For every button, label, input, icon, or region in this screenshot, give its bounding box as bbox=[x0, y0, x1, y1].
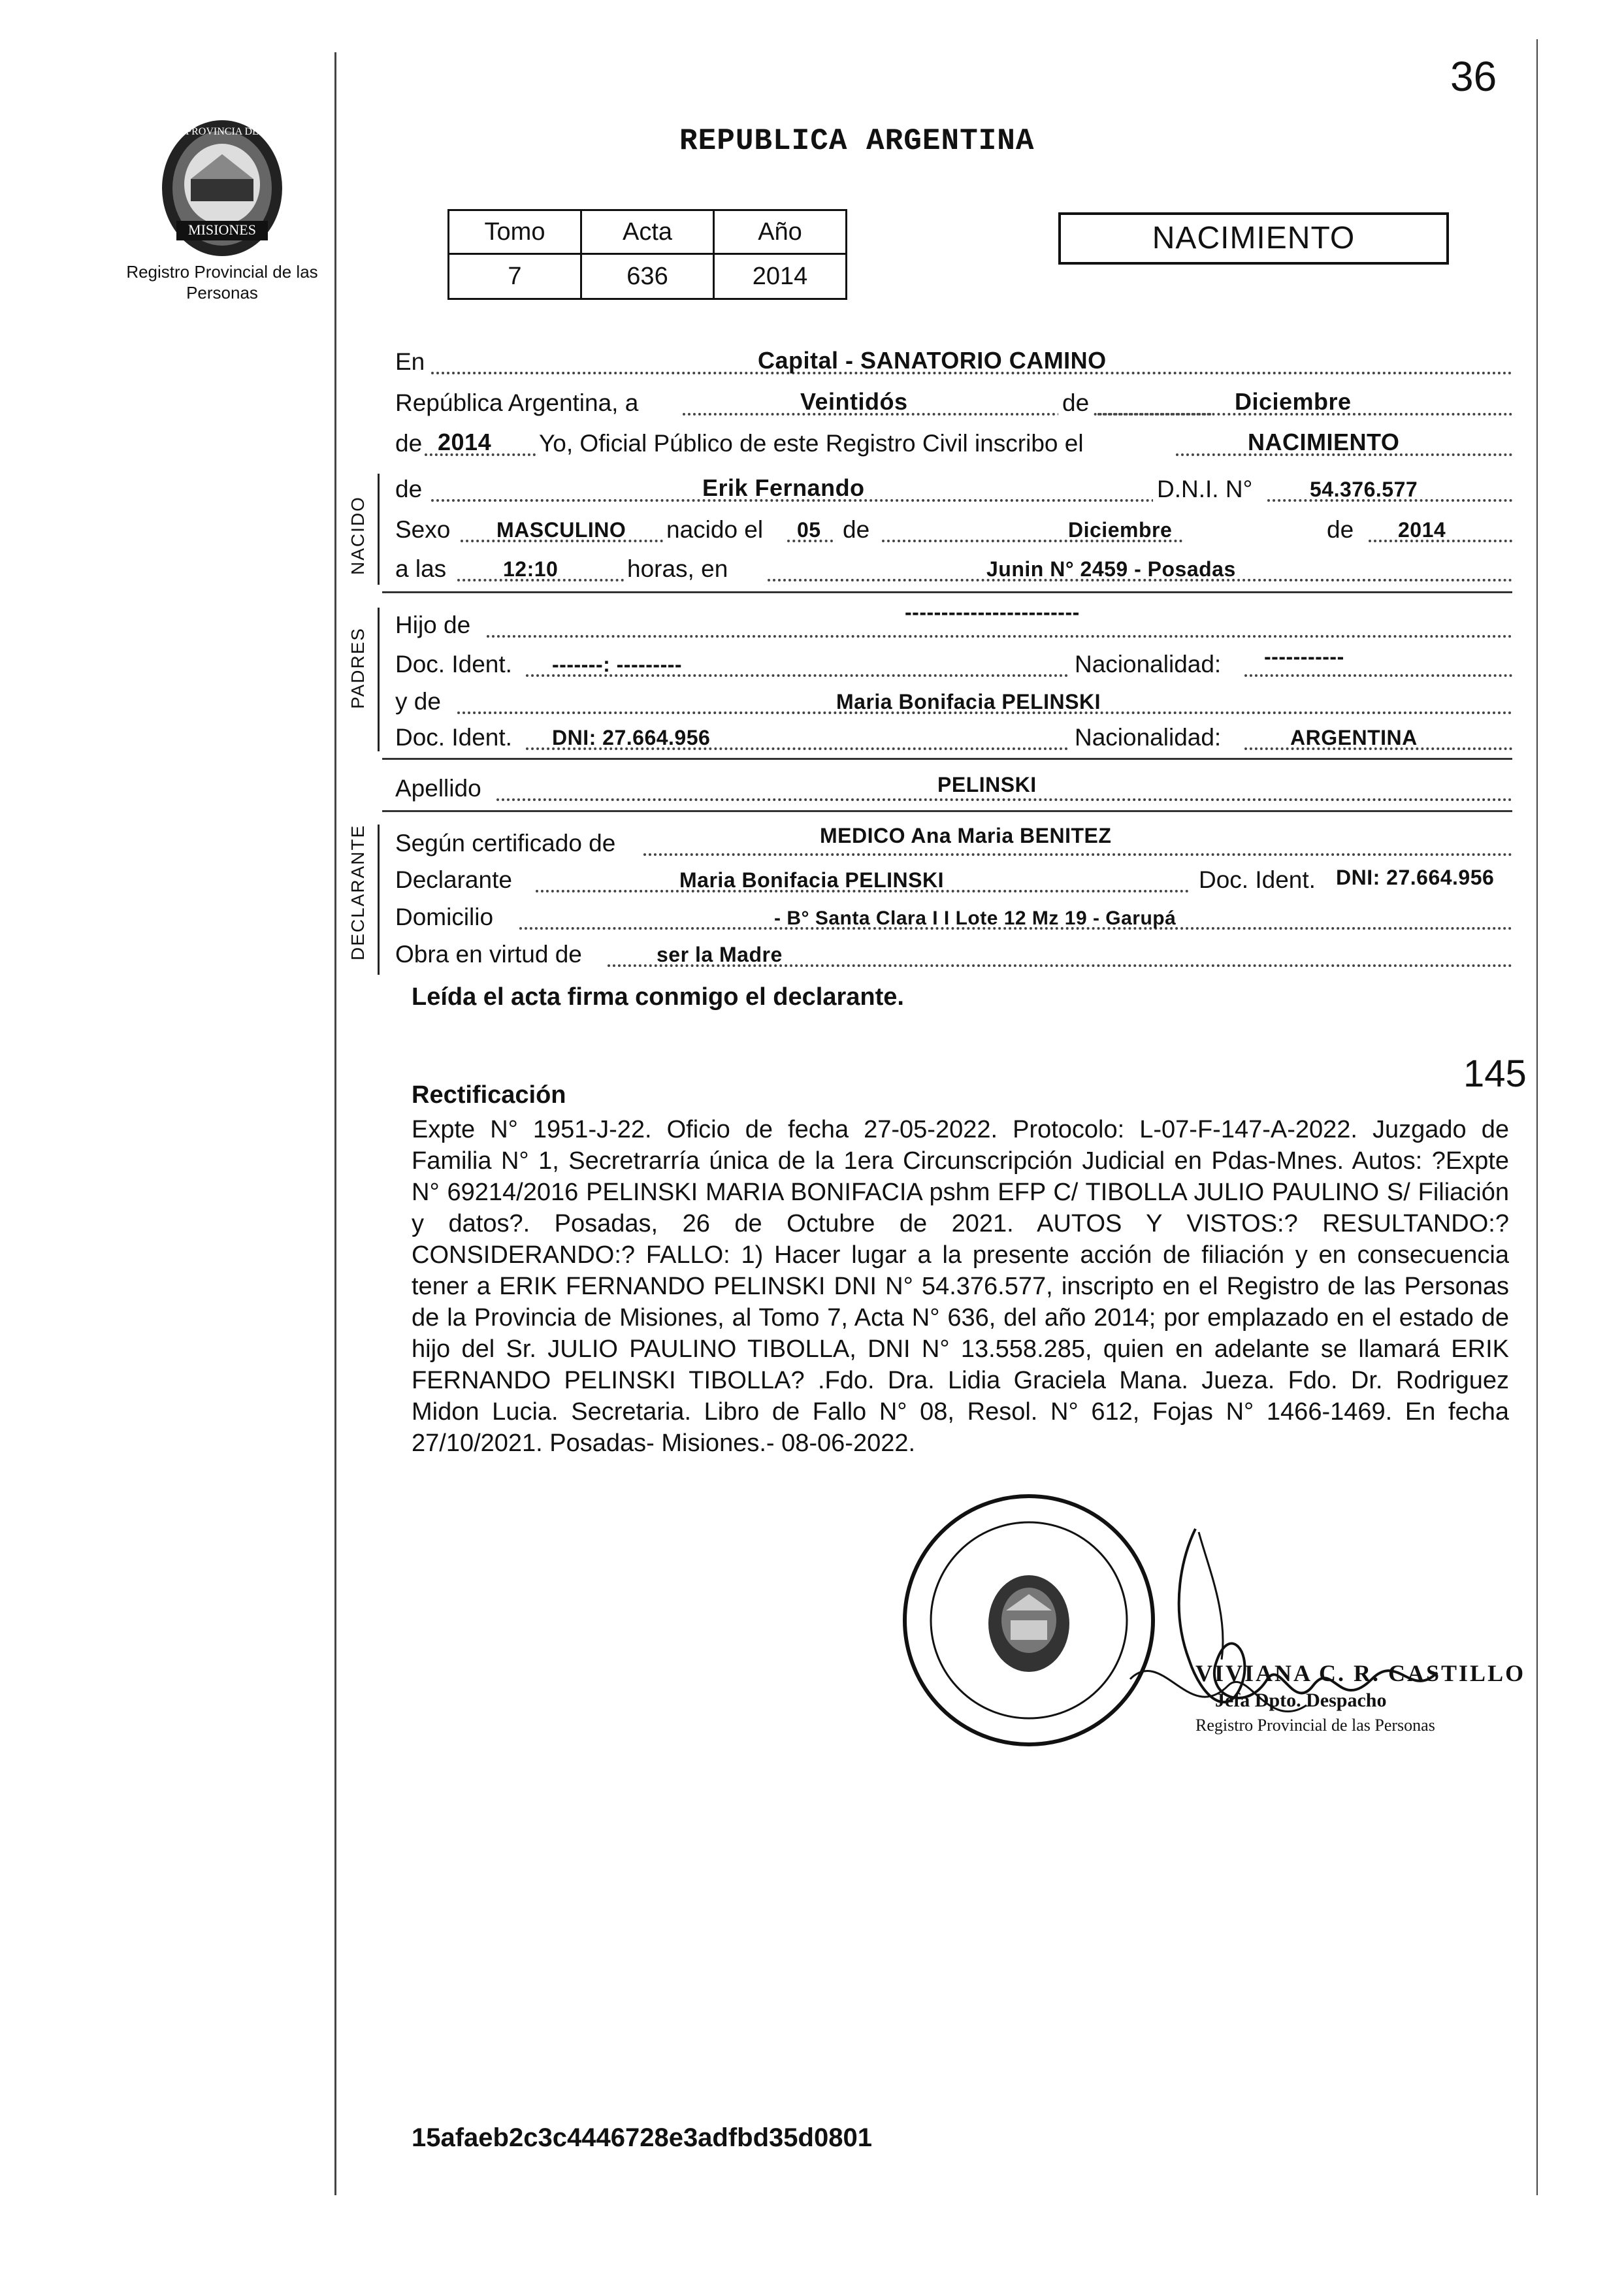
birth-month-value: Diciembre bbox=[1068, 518, 1173, 542]
anio-value: 2014 bbox=[714, 254, 847, 299]
dotted-line bbox=[496, 798, 1512, 801]
row-father-doc bbox=[395, 646, 1512, 683]
signatory-office: Registro Provincial de las Personas bbox=[1195, 1716, 1435, 1735]
day-value: Veintidós bbox=[800, 388, 908, 415]
republica-label: República Argentina, a bbox=[395, 389, 639, 416]
register-table bbox=[447, 209, 847, 300]
mother-value: Maria Bonifacia PELINSKI bbox=[836, 690, 1101, 713]
row-time bbox=[395, 550, 1512, 588]
row-place bbox=[395, 343, 1512, 381]
doc-label: Doc. Ident. bbox=[1199, 866, 1316, 893]
row-sex bbox=[395, 511, 1512, 549]
dni-value: 54.376.577 bbox=[1310, 478, 1418, 501]
mother-doc-value: DNI: 27.664.956 bbox=[552, 726, 711, 749]
country-title: REPUBLICA ARGENTINA bbox=[679, 124, 1035, 158]
address-value: - B° Santa Clara I I Lote 12 Mz 19 - Garupá bbox=[774, 907, 1177, 929]
de-label: de bbox=[843, 516, 870, 543]
doc-label: Doc. Ident. bbox=[395, 651, 512, 678]
document-hash: 15afaeb2c3c4446728e3adfbd35d0801 bbox=[412, 2123, 872, 2152]
tomo-header: Tomo bbox=[449, 210, 581, 254]
row-mother bbox=[395, 683, 1512, 721]
officer-text: Yo, Oficial Público de este Registro Civil inscribo el bbox=[539, 430, 1084, 457]
folio-number: 145 bbox=[1463, 1053, 1527, 1095]
declarante-bracket bbox=[378, 825, 380, 975]
province-crest-logo bbox=[150, 111, 294, 261]
father-doc-value: -------: --------- bbox=[552, 653, 683, 676]
apellido-label: Apellido bbox=[395, 775, 481, 802]
row-father bbox=[395, 600, 1512, 644]
dotted-line bbox=[643, 853, 1512, 856]
name-value: Erik Fernando bbox=[702, 474, 865, 501]
row-surname bbox=[395, 770, 1512, 808]
de-label: de bbox=[395, 430, 423, 457]
certificate-value: MEDICO Ana Maria BENITEZ bbox=[820, 824, 1112, 847]
row-capacity bbox=[395, 936, 1512, 973]
de-label: de bbox=[1323, 516, 1357, 544]
row-act bbox=[395, 425, 1512, 463]
handwritten-signature bbox=[1032, 1516, 1489, 1797]
register-table-header bbox=[449, 210, 847, 254]
rectification-title: Rectificación bbox=[412, 1081, 566, 1109]
birth-address-value: Junin N° 2459 - Posadas bbox=[986, 557, 1236, 581]
horas-en-label: horas, en bbox=[627, 555, 728, 582]
row-mother-doc bbox=[395, 719, 1512, 757]
a-las-label: a las bbox=[395, 555, 447, 582]
domicilio-label: Domicilio bbox=[395, 904, 494, 930]
year-value: 2014 bbox=[438, 429, 492, 455]
time-value: 12:10 bbox=[503, 557, 559, 581]
closing-statement: Leída el acta firma conmigo el declarante. bbox=[412, 983, 904, 1011]
month-value: Diciembre bbox=[1235, 388, 1352, 415]
svg-text:PROVINCIA DE: PROVINCIA DE bbox=[186, 126, 259, 137]
section-divider bbox=[382, 810, 1512, 812]
nationality-label: Nacionalidad: bbox=[1075, 724, 1222, 751]
birth-year-value: 2014 bbox=[1398, 518, 1446, 542]
declarante-label: Declarante bbox=[395, 866, 512, 893]
right-margin-line bbox=[1536, 39, 1538, 2195]
de-label: de bbox=[395, 476, 423, 502]
row-date bbox=[395, 384, 1512, 422]
certificado-label: Según certificado de bbox=[395, 830, 616, 857]
page-number: 36 bbox=[1450, 53, 1497, 100]
nacido-bracket bbox=[378, 474, 380, 585]
signatory-block bbox=[1195, 1659, 1525, 1735]
capacity-value: ser la Madre bbox=[657, 943, 783, 966]
section-divider bbox=[382, 758, 1512, 760]
act-value: NACIMIENTO bbox=[1248, 429, 1400, 455]
en-label: En bbox=[395, 348, 425, 375]
declarante-side-label: DECLARANTE bbox=[348, 824, 368, 960]
padres-side-label: PADRES bbox=[348, 627, 368, 709]
row-name bbox=[395, 470, 1512, 508]
father-value: ------------------------ bbox=[905, 600, 1080, 624]
nacido-label: nacido el bbox=[666, 516, 764, 543]
tomo-value: 7 bbox=[449, 254, 581, 299]
dotted-line bbox=[1244, 674, 1512, 677]
acta-value: 636 bbox=[581, 254, 714, 299]
de-label: de bbox=[1058, 389, 1093, 417]
hijo-label: Hijo de bbox=[395, 612, 471, 638]
birth-day-value: 05 bbox=[797, 518, 821, 542]
register-table-values bbox=[449, 254, 847, 299]
sexo-label: Sexo bbox=[395, 516, 451, 543]
row-declarant bbox=[395, 861, 1512, 899]
declarant-doc-value: DNI: 27.664.956 bbox=[1336, 866, 1495, 889]
doc-label: Doc. Ident. bbox=[395, 724, 512, 751]
dni-label: D.N.I. N° bbox=[1153, 476, 1256, 503]
anio-header: Año bbox=[714, 210, 847, 254]
father-nationality-value: ----------- bbox=[1264, 645, 1344, 668]
dotted-line bbox=[487, 635, 1512, 638]
rectification-body: Expte N° 1951-J-22. Oficio de fecha 27-05-2022. Protocolo: L-07-F-147-A-2022. Juzgado de Familia N° 1, Secretrarría única de la 1era Circunscripción Judicial en Pdas-Mnes. Autos: ?Expte N° 69214/2016 PELINSKI MARIA BONIFACIA pshm EFP C/ TIBOLLA JULIO PAULINO S/ Filiación y datos?. Posadas, 26 de Octubre de 2021. AUTOS Y VISTOS:? RESULTANDO:? CONSIDERANDO:? FALLO: 1) Hacer lugar a la presente acción de filiación y en consecuencia tener a ERIK FERNANDO PELINSKI DNI N° 54.376.577, inscripto en el Registro de las Personas de la Provincia de Misiones, al Tomo 7, Acta N° 636, del año 2014; por emplazado en el estado de hijo del Sr. JULIO PAULINO TIBOLLA, DNI N° 13.558.285, quien en adelante se llamará ERIK FERNANDO PELINSKI TIBOLLA? .Fdo. Dra. Lidia Graciela Mana. Jueza. Fdo. Dr. Rodriguez Midon Lucia. Secretaria. Libro de Fallo N° 08, Resol. N° 612, Fojas N° 1466-1469. En fecha 27/10/2021. Posadas- Misiones.- 08-06-2022. bbox=[412, 1116, 1509, 1457]
acta-header: Acta bbox=[581, 210, 714, 254]
place-value: Capital - SANATORIO CAMINO bbox=[758, 347, 1107, 374]
obra-label: Obra en virtud de bbox=[395, 941, 582, 968]
svg-text:MISIONES: MISIONES bbox=[188, 221, 256, 238]
signatory-name: VIVIANA C. R. CASTILLO bbox=[1195, 1660, 1526, 1686]
sex-value: MASCULINO bbox=[496, 518, 626, 542]
nationality-label: Nacionalidad: bbox=[1075, 651, 1222, 678]
row-certificate bbox=[395, 825, 1512, 862]
section-divider bbox=[382, 591, 1512, 593]
y-de-label: y de bbox=[395, 688, 441, 715]
left-margin-line bbox=[334, 52, 336, 2195]
signatory-role: Jefa Dpto. Despacho bbox=[1215, 1690, 1387, 1711]
institution-caption: Registro Provincial de las Personas bbox=[126, 262, 318, 302]
surname-value: PELINSKI bbox=[937, 773, 1037, 796]
mother-nationality-value: ARGENTINA bbox=[1290, 726, 1418, 749]
declarant-value: Maria Bonifacia PELINSKI bbox=[679, 868, 944, 892]
record-type-box: NACIMIENTO bbox=[1058, 212, 1449, 265]
nacido-side-label: NACIDO bbox=[348, 496, 368, 575]
row-address bbox=[395, 898, 1512, 936]
padres-bracket bbox=[378, 608, 380, 751]
